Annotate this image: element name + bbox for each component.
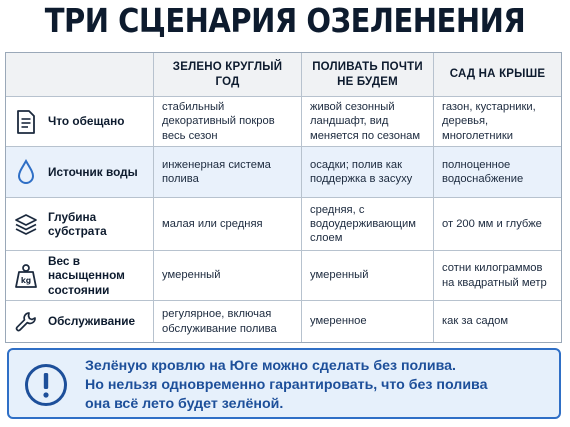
row-label: Обслуживание	[48, 314, 136, 329]
table-cell: малая или средняя	[154, 198, 302, 250]
row-label: Что обещано	[48, 114, 125, 129]
row-label-cell	[6, 301, 154, 342]
table-cell: полноценное водоснабжение	[442, 158, 524, 185]
row-label: Вес в насыщенном состоянии	[48, 254, 125, 297]
table-header-row	[6, 53, 561, 97]
svg-text:kg: kg	[20, 275, 32, 285]
row-label-cell	[6, 251, 154, 300]
table-cell: инженерная система полива	[154, 147, 302, 197]
table-row	[6, 251, 561, 301]
table-row	[6, 198, 561, 251]
warning-callout	[7, 348, 561, 419]
table-cell: умеренный	[302, 251, 434, 300]
exclamation-icon	[23, 362, 69, 408]
table-row	[6, 301, 561, 342]
wrench-icon	[12, 308, 40, 336]
header-empty-cell	[6, 53, 154, 96]
table-cell: регулярное, включая обслуживание полива	[154, 301, 302, 342]
table-cell: умеренный	[154, 251, 302, 300]
table-cell: живой сезонный ландшафт, вид меняется по сезонам	[302, 97, 434, 146]
row-label: Источник воды	[48, 164, 138, 179]
table-cell: от 200 мм и глубже	[442, 217, 542, 230]
table-cell: умеренное	[302, 301, 434, 342]
column-header-roof-garden: САД НА КРЫШЕ	[449, 68, 546, 81]
table-row	[6, 147, 561, 198]
callout-line: Но нельзя одновременно гарантировать, что без полива	[85, 377, 488, 393]
row-label-cell	[6, 97, 154, 146]
row-label-cell	[6, 147, 154, 197]
table-cell: стабильный декоративный покров весь сезон	[154, 97, 302, 146]
table-cell: осадки; полив как поддержка в засуху	[302, 147, 434, 197]
table-cell: сотни килограммов на квадратный метр	[442, 262, 547, 289]
table-cell: газон, кустарники, деревья, многолетники	[442, 101, 536, 142]
page-title: ТРИ СЦЕНАРИЯ ОЗЕЛЕНЕНИЯ	[44, 1, 526, 41]
weight-kg-icon	[12, 262, 40, 290]
table-cell: средняя, с водоудерживающим слоем	[302, 198, 434, 250]
column-header-evergreen: ЗЕЛЕНО КРУГЛЫЙ ГОД	[154, 53, 302, 96]
table-row	[6, 97, 561, 147]
table-cell: как за садом	[442, 315, 509, 328]
callout-line: Зелёную кровлю на Юге можно сделать без полива.	[85, 358, 456, 374]
row-label: Глубина субстрата	[48, 209, 107, 238]
column-header-no-watering: ПОЛИВАТЬ ПОЧТИ НЕ БУДЕМ	[302, 53, 434, 96]
water-drop-icon	[12, 158, 40, 186]
row-label-cell	[6, 198, 154, 250]
callout-line: она всё лето будет зелёной.	[85, 396, 284, 412]
layers-icon	[12, 210, 40, 238]
comparison-table	[5, 52, 562, 343]
callout-text	[85, 357, 555, 414]
document-icon	[12, 108, 40, 136]
